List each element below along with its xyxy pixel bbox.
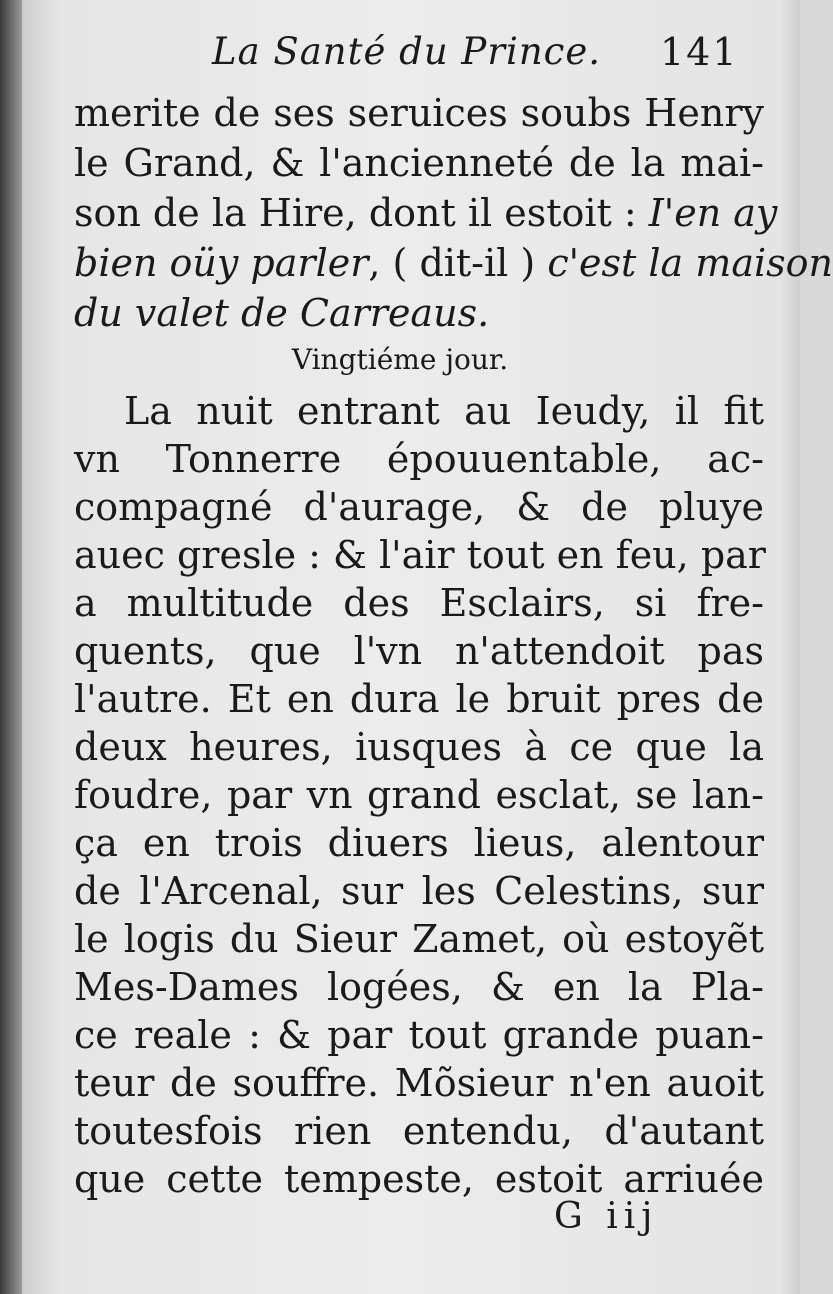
line-text: , ( dit-il )	[368, 241, 548, 285]
text-line: foudre, par vn grand esclat, se lan-	[74, 773, 764, 817]
line-text: son de la Hire, dont il estoit :	[74, 191, 649, 235]
text-line	[74, 288, 764, 338]
text-line: vn Tonnerre épouuentable, ac-	[74, 437, 764, 481]
page-number: 141	[660, 30, 739, 74]
text-line: auec gresle : & l'air tout en feu, par	[74, 533, 766, 577]
signature-mark: G iij	[554, 1196, 659, 1237]
text-line: Mes-Dames logées, & en la Pla-	[74, 965, 764, 1009]
text-line: deux heures, iusques à ce que la	[74, 725, 764, 769]
text-line	[74, 138, 764, 188]
text-line: La nuit entrant au Ieudy, il fit	[124, 389, 764, 433]
line-text-italic: c'est la maison	[547, 241, 833, 285]
text-line: toutesfois rien entendu, d'autant	[74, 1109, 764, 1153]
text-line: a multitude des Esclairs, si fre-	[74, 581, 764, 625]
text-line	[74, 88, 764, 138]
text-line: l'autre. Et en dura le bruit pres de	[74, 677, 764, 721]
line-text-italic: du valet de Carreaus.	[74, 291, 490, 335]
section-heading: Vingtiéme jour.	[291, 343, 509, 376]
text-line: compagné d'aurage, & de pluye	[74, 485, 764, 529]
line-text: merite de ses seruices soubs Henry	[74, 91, 764, 135]
text-line: ce reale : & par tout grande puan-	[74, 1013, 764, 1057]
text-line	[74, 188, 778, 238]
text-line	[74, 238, 833, 288]
line-text-italic: I'en ay	[648, 191, 778, 235]
line-text: le Grand, & l'ancienneté de la mai-	[74, 141, 764, 185]
line-text-italic: bien oüy parler	[74, 241, 369, 285]
running-head-title: La Santé du Prince.	[212, 30, 602, 73]
text-line: ça en trois diuers lieus, alentour	[74, 821, 764, 865]
text-line: teur de souffre. Mõsieur n'en auoit	[74, 1061, 764, 1105]
text-line: le logis du Sieur Zamet, où estoyẽt	[74, 917, 764, 961]
text-line: que cette tempeste, estoit arriuée	[74, 1157, 764, 1201]
text-line: quents, que l'vn n'attendoit pas	[74, 629, 764, 673]
text-line: de l'Arcenal, sur les Celestins, sur	[74, 869, 764, 913]
